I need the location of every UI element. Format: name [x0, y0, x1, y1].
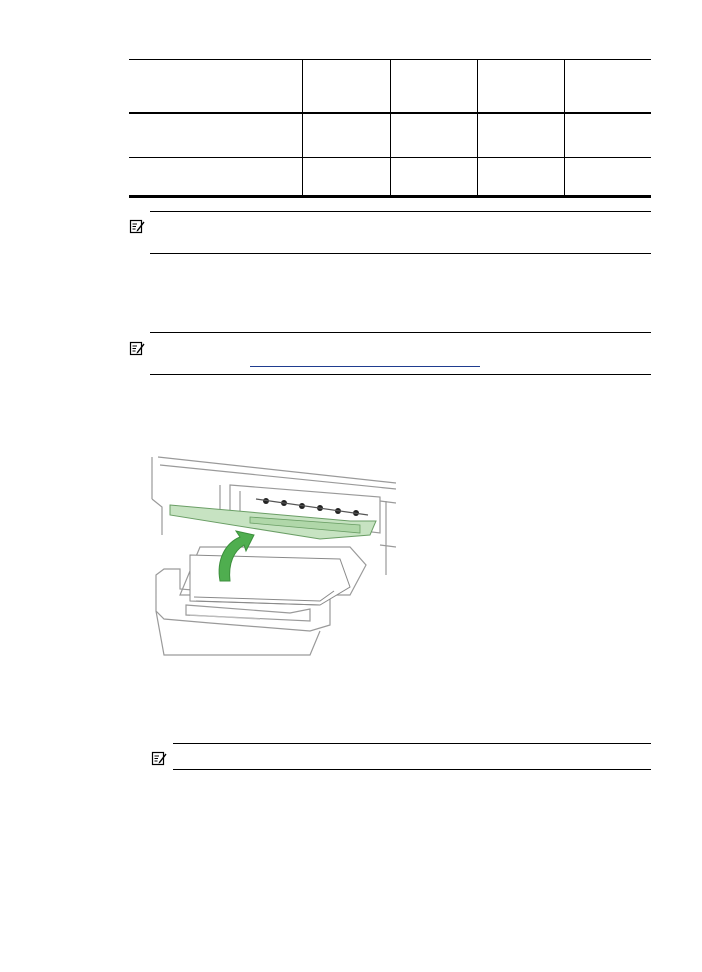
output-tray	[170, 505, 376, 539]
note-bottom-rule	[150, 374, 651, 375]
note-bottom-rule	[173, 769, 651, 770]
table-col-sep	[390, 114, 391, 157]
note-link[interactable]	[250, 366, 480, 367]
table-col-sep	[564, 114, 565, 157]
table-col-sep	[390, 158, 391, 195]
note-icon	[129, 340, 145, 356]
table-col-sep	[564, 158, 565, 195]
note-top-rule	[150, 332, 651, 333]
note-icon	[129, 218, 145, 234]
note-icon	[151, 750, 167, 766]
table-col-sep	[477, 158, 478, 195]
table-col-sep	[564, 60, 565, 112]
note-bottom-rule	[150, 253, 651, 254]
table-col-sep	[477, 60, 478, 112]
paper-stack	[190, 555, 350, 605]
table-col-sep	[477, 114, 478, 157]
table-bottom-rule	[129, 195, 651, 198]
table-col-sep	[302, 60, 303, 112]
note-top-rule	[173, 743, 651, 744]
table-col-sep	[302, 114, 303, 157]
table-col-sep	[390, 60, 391, 112]
printer-output-tray-illustration	[150, 455, 396, 659]
table-col-sep	[302, 158, 303, 195]
note-top-rule	[150, 211, 651, 212]
